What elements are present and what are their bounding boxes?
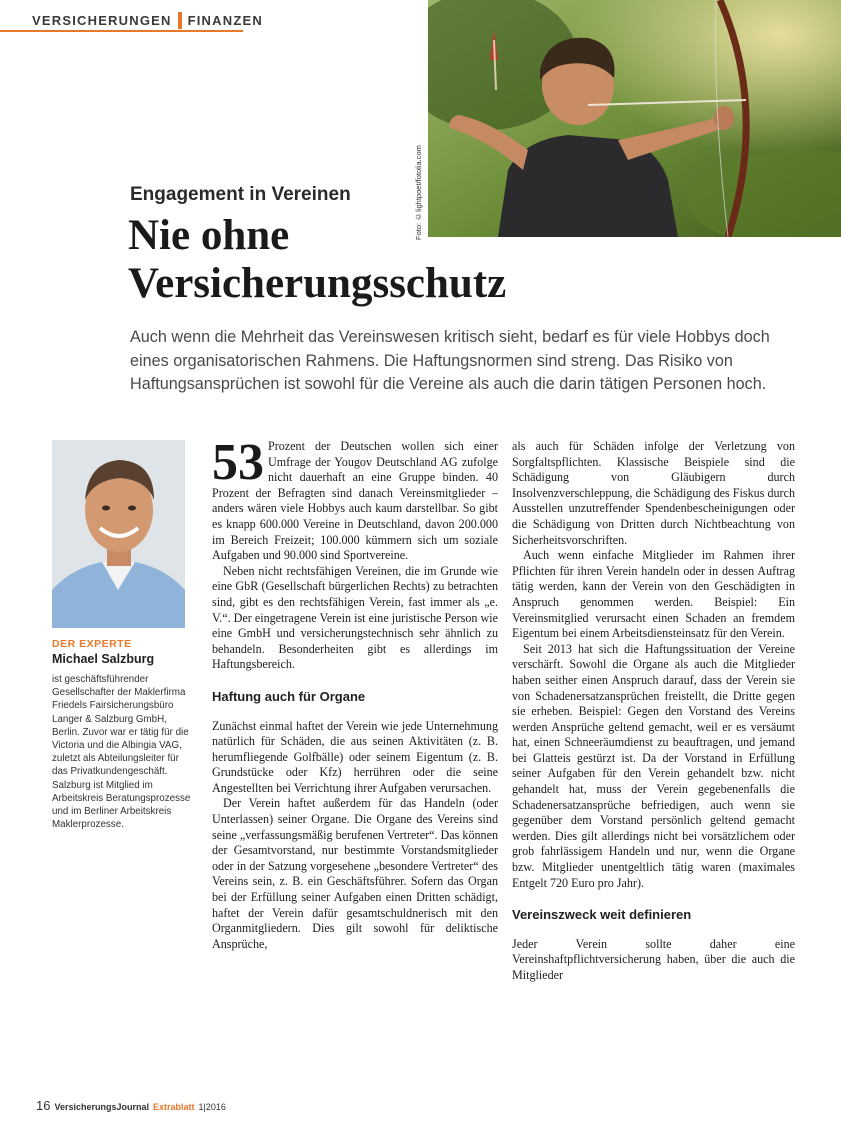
section-tag	[32, 12, 263, 29]
expert-bio: ist geschäftsführender Gesellschafter der Maklerfirma Friedels Fairsicherungsbüro Langer & Salzburg GmbH, Berlin. Zuvor war er tätig für die Victoria und die Albingia VAG, zuletzt als Abteilungsleiter für das Privatkundengeschäft. Salzburg ist Mitglied im Arbeitskreis Beratungsprozesse und im Berliner Arbeitskreis Maklerprozesse.	[52, 674, 191, 831]
expert-portrait-illustration	[52, 440, 185, 628]
article-paragraph	[212, 434, 498, 564]
archer-photo	[428, 0, 841, 237]
subheading-vereinszweck: Vereinszweck weit definieren	[512, 907, 692, 923]
article-column-2	[512, 439, 795, 984]
article-lead: Auch wenn die Mehrheit das Vereinswesen kritisch sieht, bedarf es für viele Hobbys doch eines organisatorischen Rahmens. Die Haftungsnormen sind streng. Das Risiko von Haftungsansprüchen ist sowohl für die Vereine als auch die darin tätigen Personen hoch.	[130, 328, 770, 393]
section-label-finanzen: FINANZEN	[187, 13, 263, 28]
title-line-1: Nie ohne	[128, 212, 290, 259]
expert-name: Michael Salzburg	[52, 652, 155, 666]
page-number: 16	[36, 1098, 51, 1113]
article-kicker: Engagement in Vereinen	[130, 184, 351, 205]
article-paragraph: Seit 2013 hat sich die Haftungssituation der Vereine verschärft. Sowohl die Organe als auch die Mitglieder haben seither einen Anspruch darauf, dass der Verein sie von Schadenersatzansprüchen freistellt, die Dritte gegen sie erheben. Beispiel: Gegen den Vorstand des Vereins werden Ansprüche geltend gemacht, weil er es versäumt hat, einen Schneeräumdienst zu beauftragen, und jemand bei Glatteis gestürzt ist. Da der Vorstand in Erfüllung seiner Aufgaben für den Verein gehandelt bzw. nicht gehandelt hat, muss der Verein gegebenenfalls die Schadenersatzansprüche befriedigen, auch wenn sie gegenüber dem Vorstand persönlich geltend gemacht werden. Dies gilt allerdings nicht bei vorsätzlichem oder grob fahrlässigem Handeln und nur, wenn die Organe bzw. Mitglieder unentgeltlich tätig waren (maximales Entgelt 720 Euro pro Jahr).	[512, 641, 795, 890]
section-label-versicherungen: VERSICHERUNGEN	[32, 13, 172, 28]
archer-illustration	[428, 0, 841, 237]
article-paragraph: Auch wenn einfache Mitglieder im Rahmen ihrer Pflichten für ihren Verein handeln oder in dessen Auftrag tätig werden, kann der Verein von den Geschädigten in Anspruch genommen werden. Beispiel: Ein Vereinsmitglied verursacht einen Schaden an fremdem Eigentum bei einem Arbeitsdiensteinsatz für den Verein.	[512, 548, 795, 641]
article-column-1	[212, 434, 498, 952]
photo-credit: Foto: ©lightpoet/fotolia.com	[414, 145, 423, 240]
section-rule	[0, 30, 243, 32]
article-title	[128, 212, 688, 308]
journal-name: VersicherungsJournal	[54, 1102, 150, 1112]
article-paragraph: Jeder Verein sollte daher eine Vereinshaftpflichtversicherung haben, über die auch die Mitglieder	[512, 936, 795, 982]
article-paragraph: Der Verein haftet außerdem für das Handeln (oder Unterlassen) seiner Organe. Die Organe des Vereins sind seine „verfassungsmäßig berufenen Vertreter“. Das können der Gesamtvorstand, nur bestimmte Vorstandsmitglieder oder in der Satzung vorgesehene „besondere Vertreter“ des Vereins sein, z. B. ein Geschäftsführer. Sofern das Organ bei der Erfüllung seiner Aufgaben einen Dritten schädigt, haftet der Verein dafür gesamtschuldnerisch mit den Organmitgliedern. Dies gilt sowohl für deliktische Ansprüche,	[212, 796, 498, 951]
page-footer	[36, 1098, 226, 1113]
section-divider	[178, 12, 182, 29]
article-paragraph: als auch für Schäden infolge der Verletzung von Sorgfaltspflichten. Klassische Beispiele sind die Schädigung von Gläubigern durch Insolvenzverschleppung, die Schädigung des Fiskus durch Ausstellen unzutreffender Spendenbescheinigungen oder die Schädigung von Dritten durch Nichtbeachtung von Sicherheitsvorschriften.	[512, 439, 795, 547]
title-line-2: Versicherungsschutz	[128, 260, 507, 307]
expert-portrait	[52, 440, 185, 628]
subheading-haftung: Haftung auch für Organe	[212, 688, 366, 704]
article-paragraph: Zunächst einmal haftet der Verein wie jede Unternehmung natürlich für Schäden, die aus seinen Aktivitäten (z. B. herumfliegende Golfbälle) oder seinem Eigentum (z. B. Grundstücke oder Kfz) herrühren oder die seine Angestellten bei Verrichtung ihrer Aufgaben verursachen.	[212, 718, 498, 795]
dropcap: 53	[212, 434, 264, 491]
journal-edition: Extrablatt	[153, 1102, 195, 1112]
paragraph-text: Prozent der Deutschen wollen sich einer Umfrage der Yougov Deutschland AG zufolge nicht dauerhaft an eine Gruppe binden. 40 Prozent der Befragten sind danach Vereinsmitglieder – anders wären viele Hobbys auch kaum darstellbar. So gibt es knapp 600.000 Vereine in Deutschland, davon 200.000 im Bereich Freizeit; 100.000 kümmern sich um soziale Aufgaben und 90.000 sind Sportvereine.	[212, 439, 498, 563]
expert-label: DER EXPERTE	[52, 638, 132, 650]
issue-number: 1|2016	[198, 1102, 226, 1112]
article-paragraph: Neben nicht rechtsfähigen Vereinen, die im Grunde wie eine GbR (Gesellschaft bürgerlichen Rechts) zu betrachten sind, gibt es den rechtsfähigen Verein, fast immer als „e. V.“. Der eingetragene Verein ist eine juristische Person wie eine GmbH und versicherungstechnisch sehr ähnlich zu behandeln. Besonderheiten gibt es allerdings im Haftungsbereich.	[212, 563, 498, 672]
